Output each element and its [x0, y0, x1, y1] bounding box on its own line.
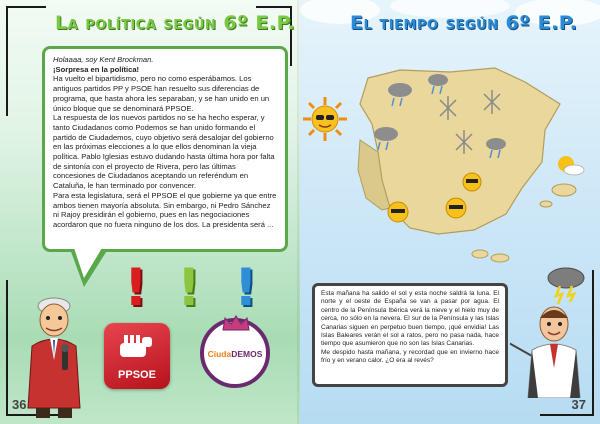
news-anchor-illustration	[18, 290, 90, 420]
sun-cloud-icon	[558, 156, 584, 175]
bubble-headline: ¡Sorpresa en la política!	[53, 64, 140, 74]
right-page	[300, 0, 600, 424]
weatherman-illustration	[510, 298, 590, 398]
ciudademos-logo-label	[204, 349, 266, 359]
sun-icon	[463, 173, 481, 191]
sun-sunglasses-icon	[302, 96, 348, 142]
bubble-paragraph: La respuesta de los nuevos partidos no se ha hecho esperar, y tanto Ciudadanos como Podemos se han unido formando el partido de Ciudademos, cuyo objetivo será desalojar del gobierno en las próximas elecciones a lo que ellos denominan la vieja política. Pablo Iglesias estuvo dudando hasta última hora por falta de sintonía con el proyecto de Rivera, pero las últimas concesiones de Ciudadanos aceptando un referéndum en Cataluña, le han terminado por convencer.	[53, 113, 275, 191]
page-title: La política según 6º E.P.	[55, 12, 296, 34]
speech-bubble-tail-inner	[74, 248, 102, 278]
frame-line	[6, 6, 46, 8]
bubble-paragraph: Ha vuelto el bipartidismo, pero no como esperábamos. Los antiguos partidos PP y PSOE han resuelto sus diferencias de programa, que hasta ahora les separaban, y se han unido en un único bloque que se denominará PPSOE.	[53, 74, 270, 113]
page-title: El tiempo según 6º E.P.	[350, 12, 578, 34]
page-number: 37	[571, 397, 586, 412]
balearic-island	[552, 184, 576, 196]
canary-island	[491, 254, 509, 262]
canary-island	[472, 250, 488, 258]
fist-rose-icon	[116, 333, 158, 363]
frame-line	[6, 6, 8, 116]
balearic-island	[540, 201, 552, 207]
speech-bubble	[312, 283, 508, 387]
exclamation-green: !	[177, 258, 201, 318]
sun-icon	[388, 202, 408, 222]
bubble-paragraph: Esta mañana ha salido el sol y esta noche saldrá la luna. El norte y el oeste de España se van a pasar por agua. El centro de la Península Ibérica verá la nieve y el hielo muy de cerca, no sólo en la nevera. El sur de la Península y las Islas Canarias siguen en perpetuo buen tiempo, ¡qué envidia! Las Islas Baleares verán el sol a ratos, pero no pasa nada, hace tiempo que asumieron que no son las Islas Canarias.	[321, 290, 499, 348]
exclamation-blue: !	[234, 258, 258, 318]
ppsoe-logo	[104, 323, 170, 389]
exclamation-red: !	[124, 258, 148, 318]
frame-line	[256, 6, 292, 8]
page-number: 36	[12, 397, 27, 412]
bubble-greeting: Holaaaa, soy Kent Brockman.	[53, 55, 154, 64]
bubble-paragraph: Me despido hasta mañana, y recordad que en invierno hace frío y en verano calor. ¿O era al revés?	[321, 348, 499, 365]
ppsoe-logo-label: PPSOE	[118, 369, 156, 381]
frame-line	[592, 270, 594, 416]
crown-icon	[221, 314, 251, 332]
speech-bubble	[42, 46, 288, 252]
sun-icon	[446, 198, 466, 218]
bubble-paragraph: Para esta legislatura, será el PPSOE el que gobierne ya que entre ambos tienen mayoría absoluta. Sin embargo, ni Pedro Sánchez ni Rajoy presidirán el gobierno, pues en las negociaciones acordaron que no fuera ninguno de los dos. La presidenta será ...	[53, 190, 277, 229]
frame-line	[6, 280, 8, 416]
ciudademos-part2: DEMOS	[231, 349, 263, 359]
frame-line	[540, 414, 594, 416]
spain-weather-map	[320, 40, 600, 280]
ciudademos-logo	[200, 318, 270, 388]
ciudademos-part1: Ciuda	[207, 349, 232, 359]
